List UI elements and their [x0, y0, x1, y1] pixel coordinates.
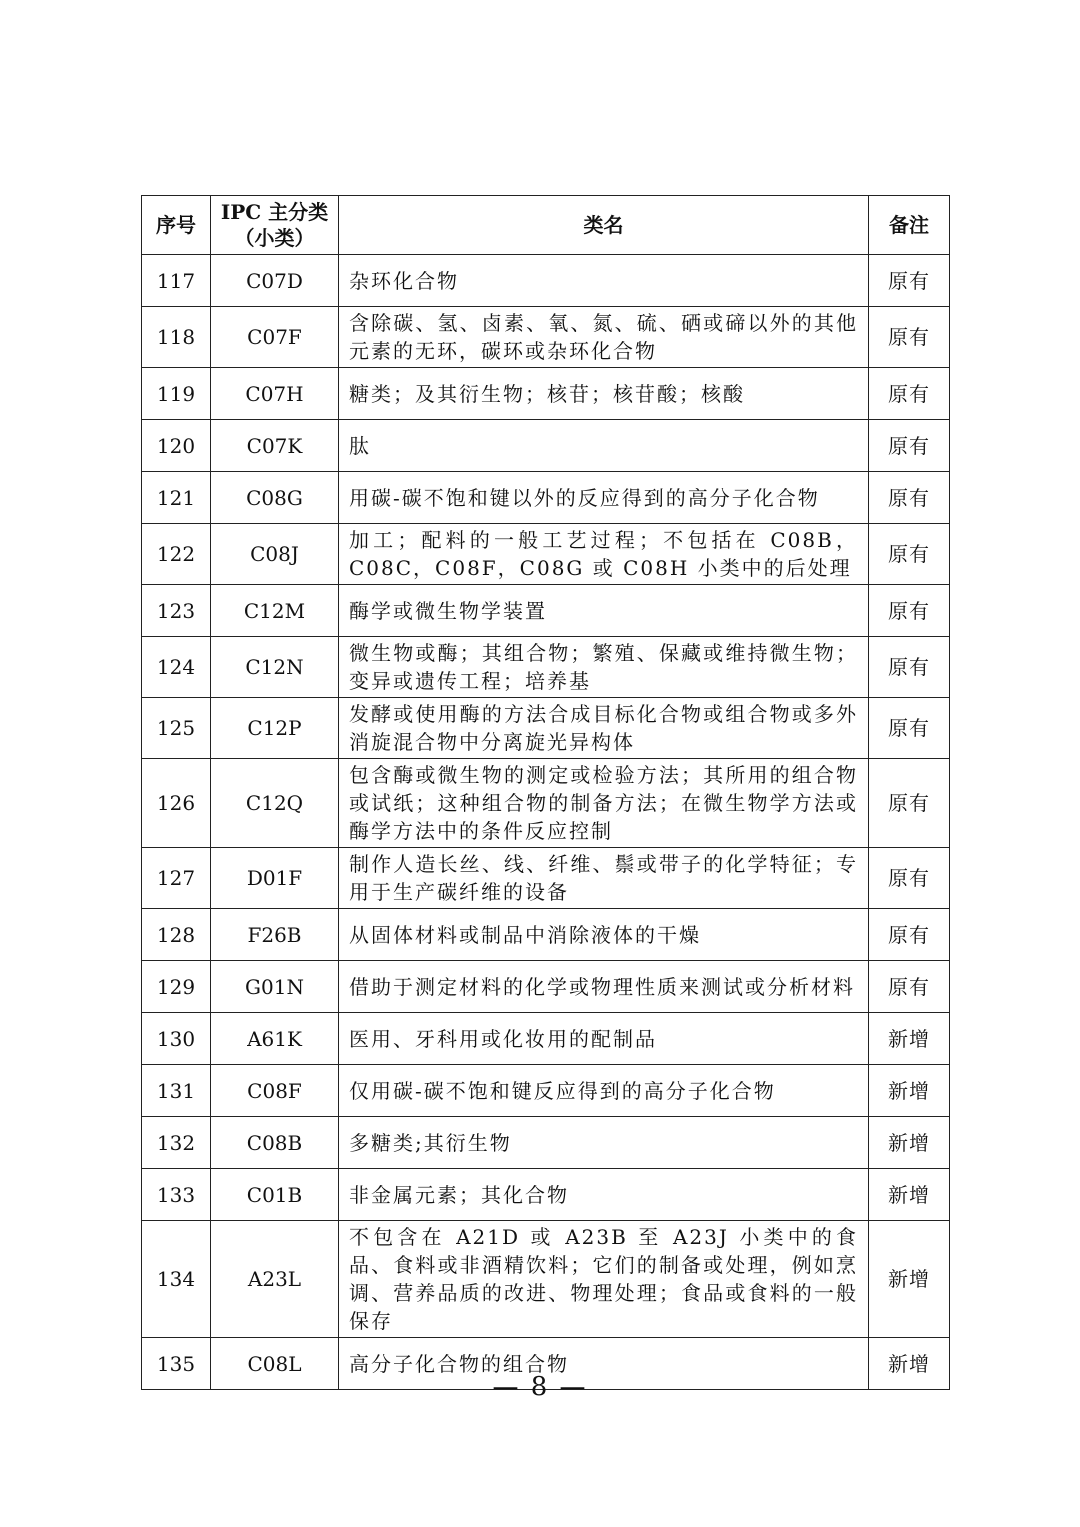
cell-ipc: C08J [211, 524, 339, 585]
cell-seq: 123 [142, 585, 211, 637]
cell-ipc: C07D [211, 255, 339, 307]
cell-note: 原有 [869, 524, 950, 585]
cell-note: 新增 [869, 1065, 950, 1117]
cell-seq: 129 [142, 961, 211, 1013]
cell-note: 原有 [869, 368, 950, 420]
header-ipc-line1: IPC 主分类 [220, 200, 329, 224]
cell-name: 非金属元素；其化合物 [339, 1169, 869, 1221]
cell-seq: 120 [142, 420, 211, 472]
cell-seq: 127 [142, 848, 211, 909]
cell-ipc: C12M [211, 585, 339, 637]
cell-name: 肽 [339, 420, 869, 472]
table-row [142, 585, 950, 637]
page-number: — 8 — [492, 1372, 588, 1402]
cell-ipc: D01F [211, 848, 339, 909]
ipc-classification-table [141, 195, 950, 1390]
cell-seq: 130 [142, 1013, 211, 1065]
cell-note: 新增 [869, 1338, 950, 1390]
cell-ipc: A61K [211, 1013, 339, 1065]
cell-name: 多糖类;其衍生物 [339, 1117, 869, 1169]
cell-seq: 121 [142, 472, 211, 524]
cell-note: 原有 [869, 848, 950, 909]
cell-name: 用碳-碳不饱和键以外的反应得到的高分子化合物 [339, 472, 869, 524]
cell-seq: 119 [142, 368, 211, 420]
table-row [142, 698, 950, 759]
table-row [142, 1065, 950, 1117]
cell-name: 借助于测定材料的化学或物理性质来测试或分析材料 [339, 961, 869, 1013]
table-row [142, 1221, 950, 1338]
table-row [142, 307, 950, 368]
cell-name: 含除碳、氢、卤素、氧、氮、硫、硒或碲以外的其他元素的无环，碳环或杂环化合物 [339, 307, 869, 368]
cell-note: 新增 [869, 1117, 950, 1169]
table-row [142, 420, 950, 472]
cell-seq: 128 [142, 909, 211, 961]
cell-name: 酶学或微生物学装置 [339, 585, 869, 637]
cell-name: 杂环化合物 [339, 255, 869, 307]
header-name: 类名 [339, 196, 869, 255]
cell-seq: 122 [142, 524, 211, 585]
cell-seq: 132 [142, 1117, 211, 1169]
cell-note: 原有 [869, 255, 950, 307]
table-row [142, 368, 950, 420]
cell-seq: 135 [142, 1338, 211, 1390]
cell-ipc: C08G [211, 472, 339, 524]
table-row [142, 759, 950, 848]
header-ipc [211, 196, 339, 255]
cell-seq: 124 [142, 637, 211, 698]
cell-note: 原有 [869, 307, 950, 368]
cell-note: 新增 [869, 1013, 950, 1065]
cell-note: 原有 [869, 585, 950, 637]
cell-seq: 133 [142, 1169, 211, 1221]
cell-ipc: F26B [211, 909, 339, 961]
cell-note: 原有 [869, 759, 950, 848]
cell-name: 包含酶或微生物的测定或检验方法；其所用的组合物或试纸；这种组合物的制备方法；在微生物学方法或酶学方法中的条件反应控制 [339, 759, 869, 848]
cell-name: 加工；配料的一般工艺过程；不包括在 C08B，C08C，C08F，C08G 或 C08H 小类中的后处理 [339, 524, 869, 585]
cell-name: 医用、牙科用或化妆用的配制品 [339, 1013, 869, 1065]
cell-note: 原有 [869, 420, 950, 472]
cell-seq: 131 [142, 1065, 211, 1117]
cell-name: 高分子化合物的组合物 [339, 1338, 869, 1390]
cell-seq: 117 [142, 255, 211, 307]
table-row [142, 524, 950, 585]
table-row [142, 472, 950, 524]
cell-ipc: C07F [211, 307, 339, 368]
cell-name: 糖类；及其衍生物；核苷；核苷酸；核酸 [339, 368, 869, 420]
table-row [142, 961, 950, 1013]
table-row [142, 909, 950, 961]
table-row [142, 255, 950, 307]
table-row [142, 637, 950, 698]
cell-ipc: G01N [211, 961, 339, 1013]
ipc-classification-table-container [141, 195, 949, 1390]
table-row [142, 848, 950, 909]
cell-note: 原有 [869, 909, 950, 961]
cell-note: 新增 [869, 1169, 950, 1221]
table-row [142, 1117, 950, 1169]
cell-name: 发酵或使用酶的方法合成目标化合物或组合物或多外消旋混合物中分离旋光异构体 [339, 698, 869, 759]
cell-ipc: C08F [211, 1065, 339, 1117]
cell-note: 原有 [869, 472, 950, 524]
cell-name: 仅用碳-碳不饱和键反应得到的高分子化合物 [339, 1065, 869, 1117]
header-seq: 序号 [142, 196, 211, 255]
cell-ipc: C07K [211, 420, 339, 472]
cell-name: 微生物或酶；其组合物；繁殖、保藏或维持微生物；变异或遗传工程；培养基 [339, 637, 869, 698]
cell-seq: 126 [142, 759, 211, 848]
cell-seq: 118 [142, 307, 211, 368]
cell-ipc: C12N [211, 637, 339, 698]
cell-name: 制作人造长丝、线、纤维、鬃或带子的化学特征；专用于生产碳纤维的设备 [339, 848, 869, 909]
cell-ipc: C12Q [211, 759, 339, 848]
cell-name: 不包含在 A21D 或 A23B 至 A23J 小类中的食品、食料或非酒精饮料；它们的制备或处理，例如烹调、营养品质的改进、物理处理；食品或食料的一般保存 [339, 1221, 869, 1338]
cell-ipc: A23L [211, 1221, 339, 1338]
table-row [142, 1169, 950, 1221]
cell-note: 原有 [869, 698, 950, 759]
cell-ipc: C08B [211, 1117, 339, 1169]
cell-note: 原有 [869, 961, 950, 1013]
cell-ipc: C01B [211, 1169, 339, 1221]
cell-note: 新增 [869, 1221, 950, 1338]
cell-ipc: C07H [211, 368, 339, 420]
cell-note: 原有 [869, 637, 950, 698]
cell-name: 从固体材料或制品中消除液体的干燥 [339, 909, 869, 961]
cell-ipc: C08L [211, 1338, 339, 1390]
table-row [142, 1013, 950, 1065]
cell-seq: 125 [142, 698, 211, 759]
table-header-row [142, 196, 950, 255]
header-ipc-line2: （小类） [234, 226, 315, 250]
cell-seq: 134 [142, 1221, 211, 1338]
cell-ipc: C12P [211, 698, 339, 759]
table-body [142, 255, 950, 1390]
header-note: 备注 [869, 196, 950, 255]
